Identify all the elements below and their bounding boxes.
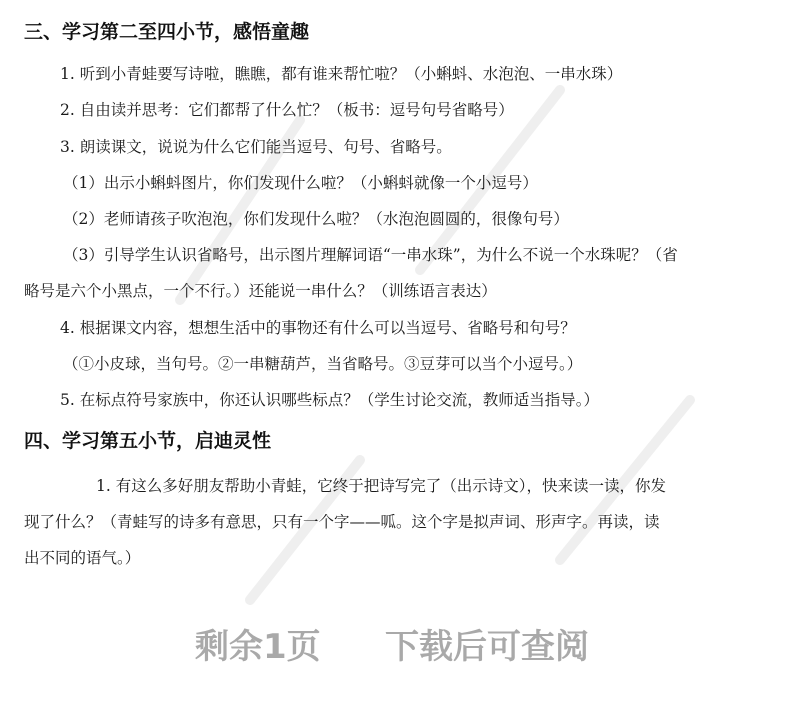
section-heading-3: 三、学习第二至四小节，感悟童趣 [24, 21, 310, 43]
download-to-view-label[interactable]: 下载后可查阅 [385, 627, 589, 667]
paragraph-line: 3. 朗读课文，说说为什么它们能当逗号、句号、省略号。 [60, 138, 452, 156]
paragraph-line: 1. 听到小青蛙要写诗啦，瞧瞧，都有谁来帮忙啦？（小蝌蚪、水泡泡、一串水珠） [60, 65, 623, 83]
paragraph-line: 1. 有这么多好朋友帮助小青蛙，它终于把诗写完了（出示诗文），快来读一读，你发 [96, 477, 666, 495]
paragraph-line: 2. 自由读并思考：它们都帮了什么忙？（板书：逗号句号省略号） [60, 101, 514, 119]
paragraph-line: （1）出示小蝌蚪图片，你们发现什么啦？（小蝌蚪就像一个小逗号） [63, 174, 538, 192]
paragraph-line: （①小皮球，当句号。②一串糖葫芦，当省略号。③豆芽可以当个小逗号。） [63, 355, 583, 373]
paragraph-line: 4. 根据课文内容，想想生活中的事物还有什么可以当逗号、省略号和句号？ [60, 319, 576, 337]
paragraph-line: 现了什么？（青蛙写的诗多有意思，只有一个字——呱。这个字是拟声词、形声字。再读，读 [24, 513, 660, 531]
paragraph-line: 出不同的语气。） [24, 549, 141, 567]
paragraph-line: 略号是六个小黑点，一个不行。）还能说一串什么？（训练语言表达） [24, 282, 497, 300]
remaining-pages-label: 剩余1页 [195, 627, 321, 667]
paragraph-line: 5. 在标点符号家族中，你还认识哪些标点？（学生讨论交流，教师适当指导。） [60, 391, 599, 409]
paragraph-line: （2）老师请孩子吹泡泡，你们发现什么啦？（水泡泡圆圆的，很像句号） [63, 210, 569, 228]
section-heading-4: 四、学习第五小节，启迪灵性 [24, 430, 272, 452]
paragraph-line: （3）引导学生认识省略号，出示图片理解词语“一串水珠”，为什么不说一个水珠呢？（省 [63, 246, 678, 264]
